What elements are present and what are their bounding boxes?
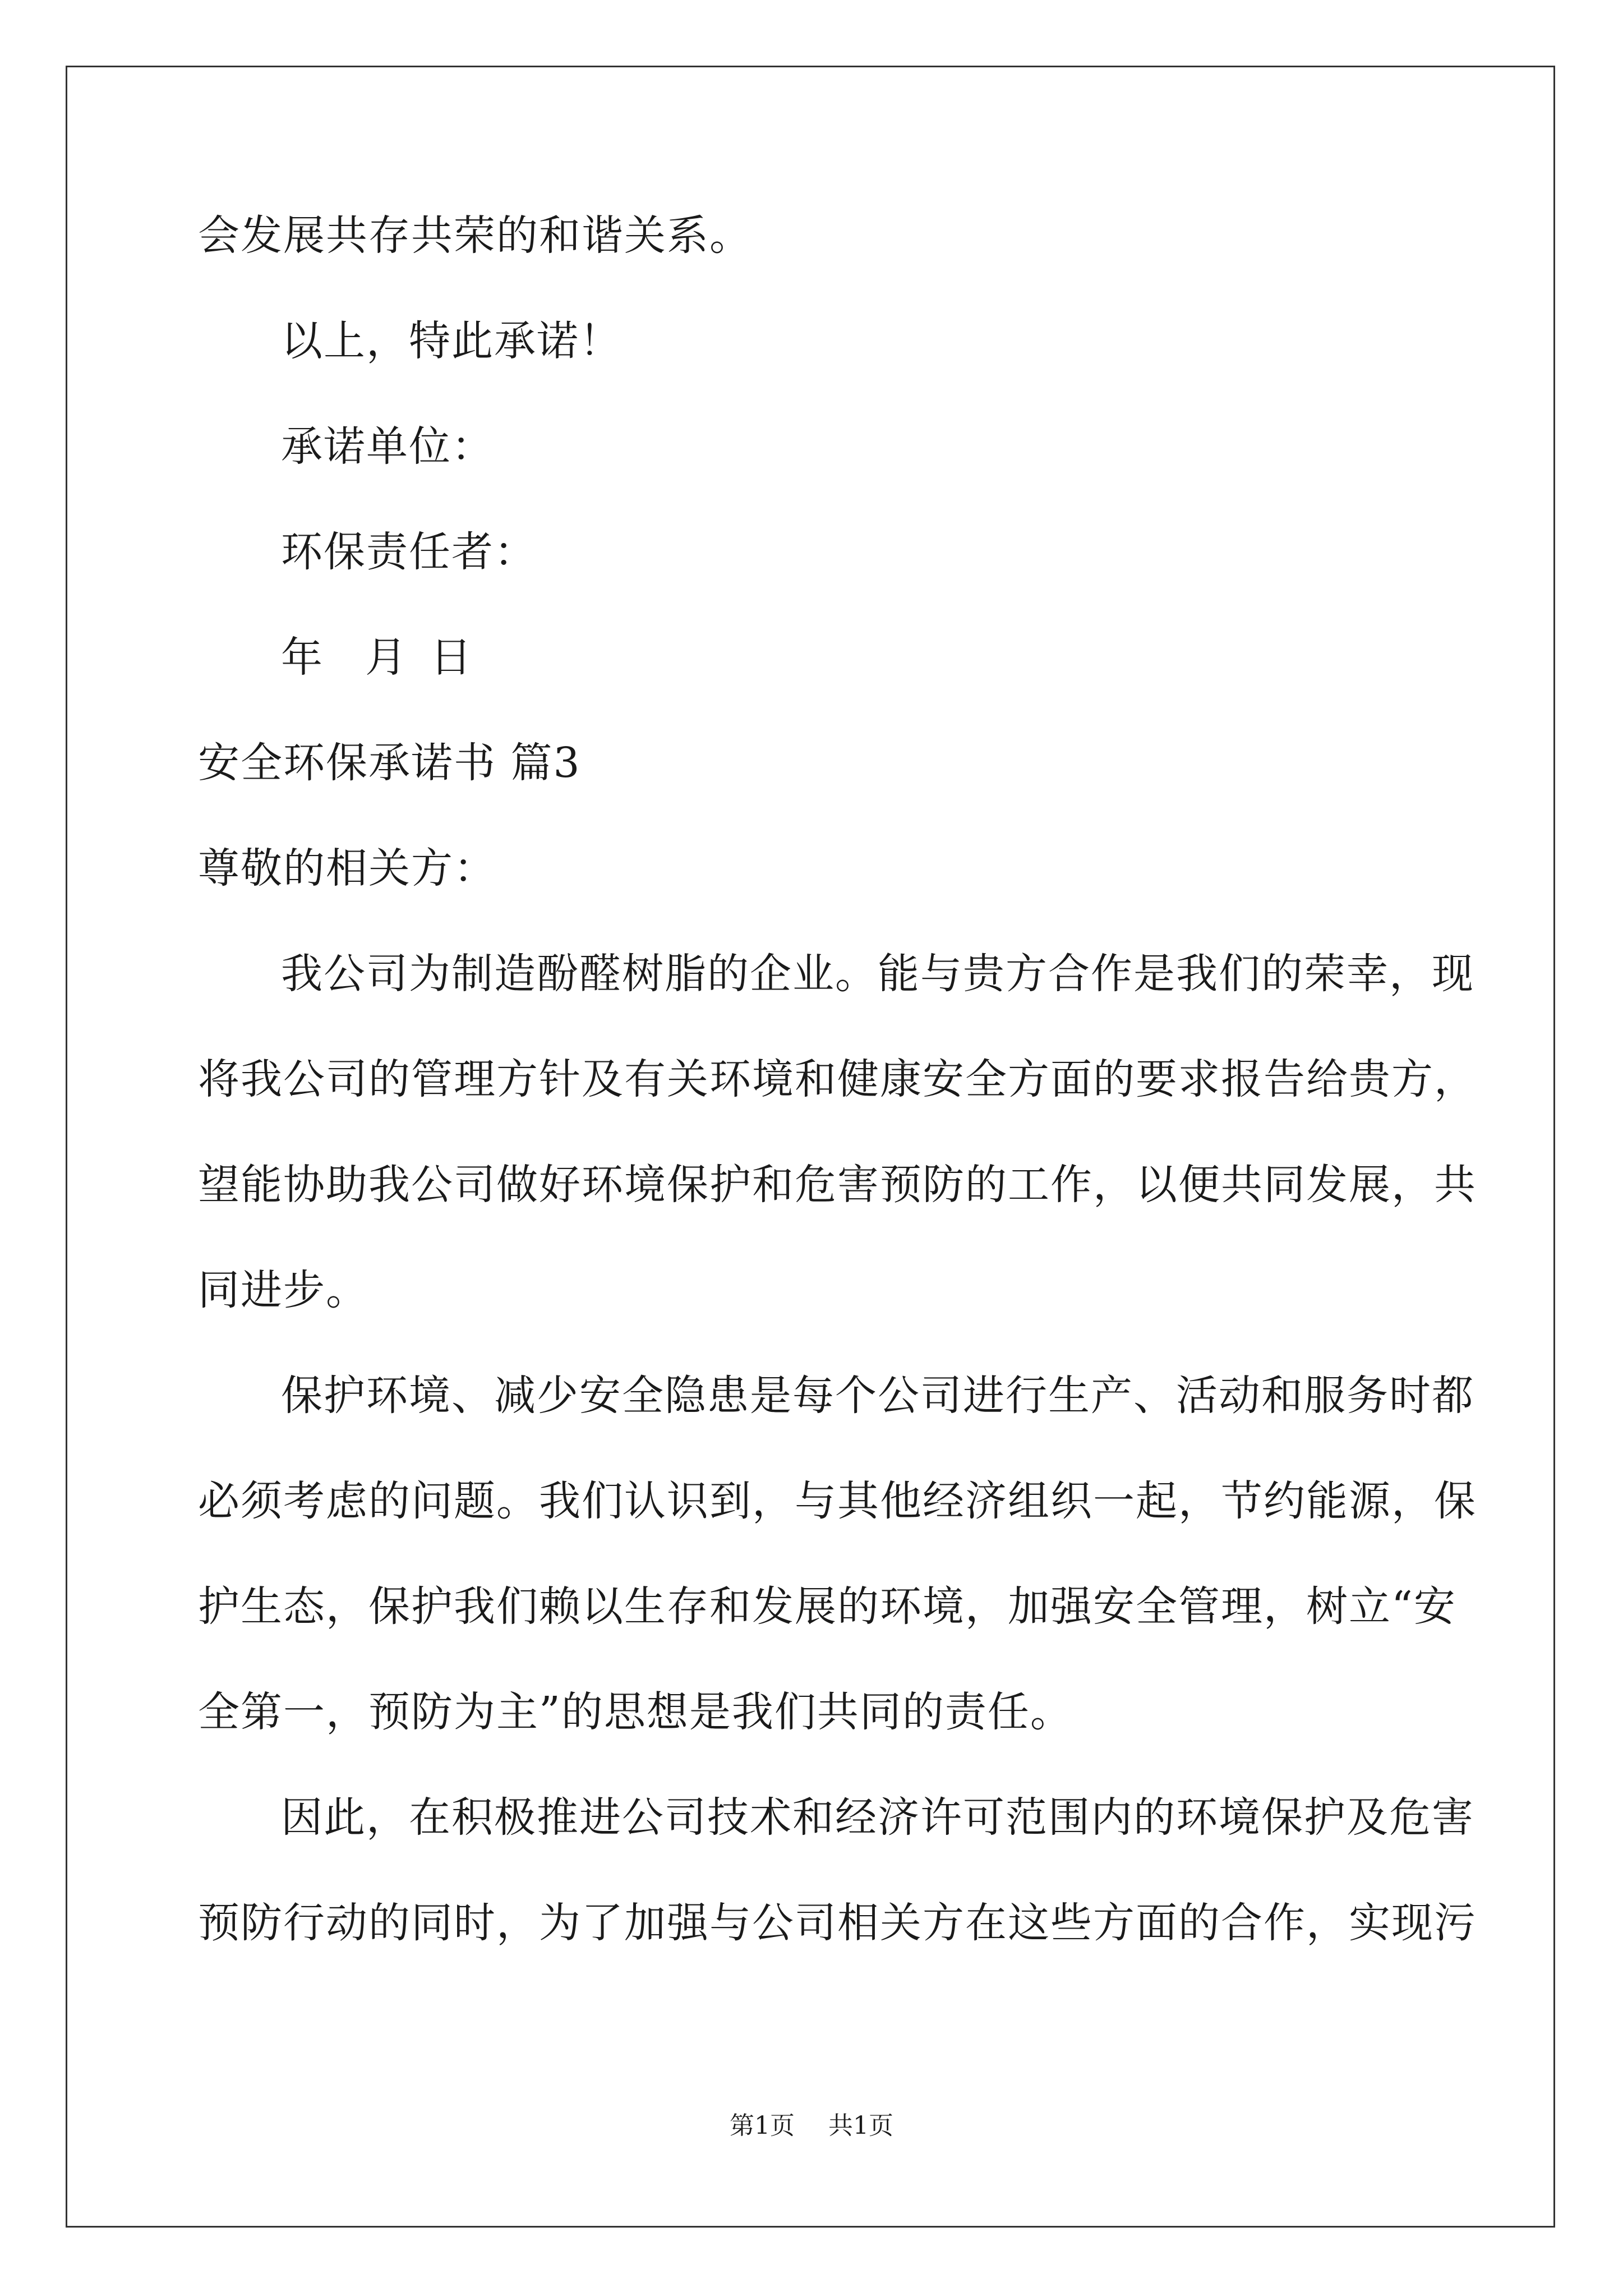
- paragraph-line: 同进步。: [198, 1266, 368, 1314]
- date-year: 年: [281, 633, 324, 682]
- salutation: 尊敬的相关方：: [198, 844, 496, 892]
- closing-line: 以上，特此承诺！: [281, 317, 622, 365]
- paragraph-line: 将我公司的管理方针及有关环境和健康安全方面的要求报告给贵方，: [198, 1055, 1477, 1103]
- paragraph-line: 必须考虑的问题。我们认识到，与其他经济组织一起，节约能源，保: [198, 1477, 1477, 1525]
- paragraph-line: 预防行动的同时，为了加强与公司相关方在这些方面的合作，实现污: [198, 1899, 1477, 1947]
- paragraph-line: 我公司为制造酚醛树脂的企业。能与贵方合作是我们的荣幸，现: [281, 950, 1474, 998]
- page-number: 第1页: [730, 2111, 795, 2140]
- paragraph-line: 保护环境、减少安全隐患是每个公司进行生产、活动和服务时都: [281, 1372, 1474, 1420]
- date-day: 日: [430, 633, 473, 682]
- paragraph-line: 全第一，预防为主”的思想是我们共同的责任。: [198, 1688, 1073, 1736]
- page-footer: [0, 2109, 1623, 2143]
- section-title: 安全环保承诺书 篇3: [198, 739, 581, 787]
- text-line: 会发展共存共荣的和谐关系。: [198, 211, 752, 260]
- paragraph-line: 护生态，保护我们赖以生存和发展的环境，加强安全管理，树立“安: [198, 1582, 1456, 1631]
- page-total: 共1页: [828, 2111, 893, 2140]
- date-line: [281, 629, 473, 685]
- signatory-unit-label: 承诺单位：: [281, 422, 494, 471]
- responsible-person-label: 环保责任者：: [281, 528, 537, 576]
- paragraph-line: 望能协助我公司做好环境保护和危害预防的工作，以便共同发展，共: [198, 1161, 1477, 1209]
- paragraph-line: 因此，在积极推进公司技术和经济许可范围内的环境保护及危害: [281, 1793, 1474, 1842]
- date-month: 月: [365, 633, 408, 682]
